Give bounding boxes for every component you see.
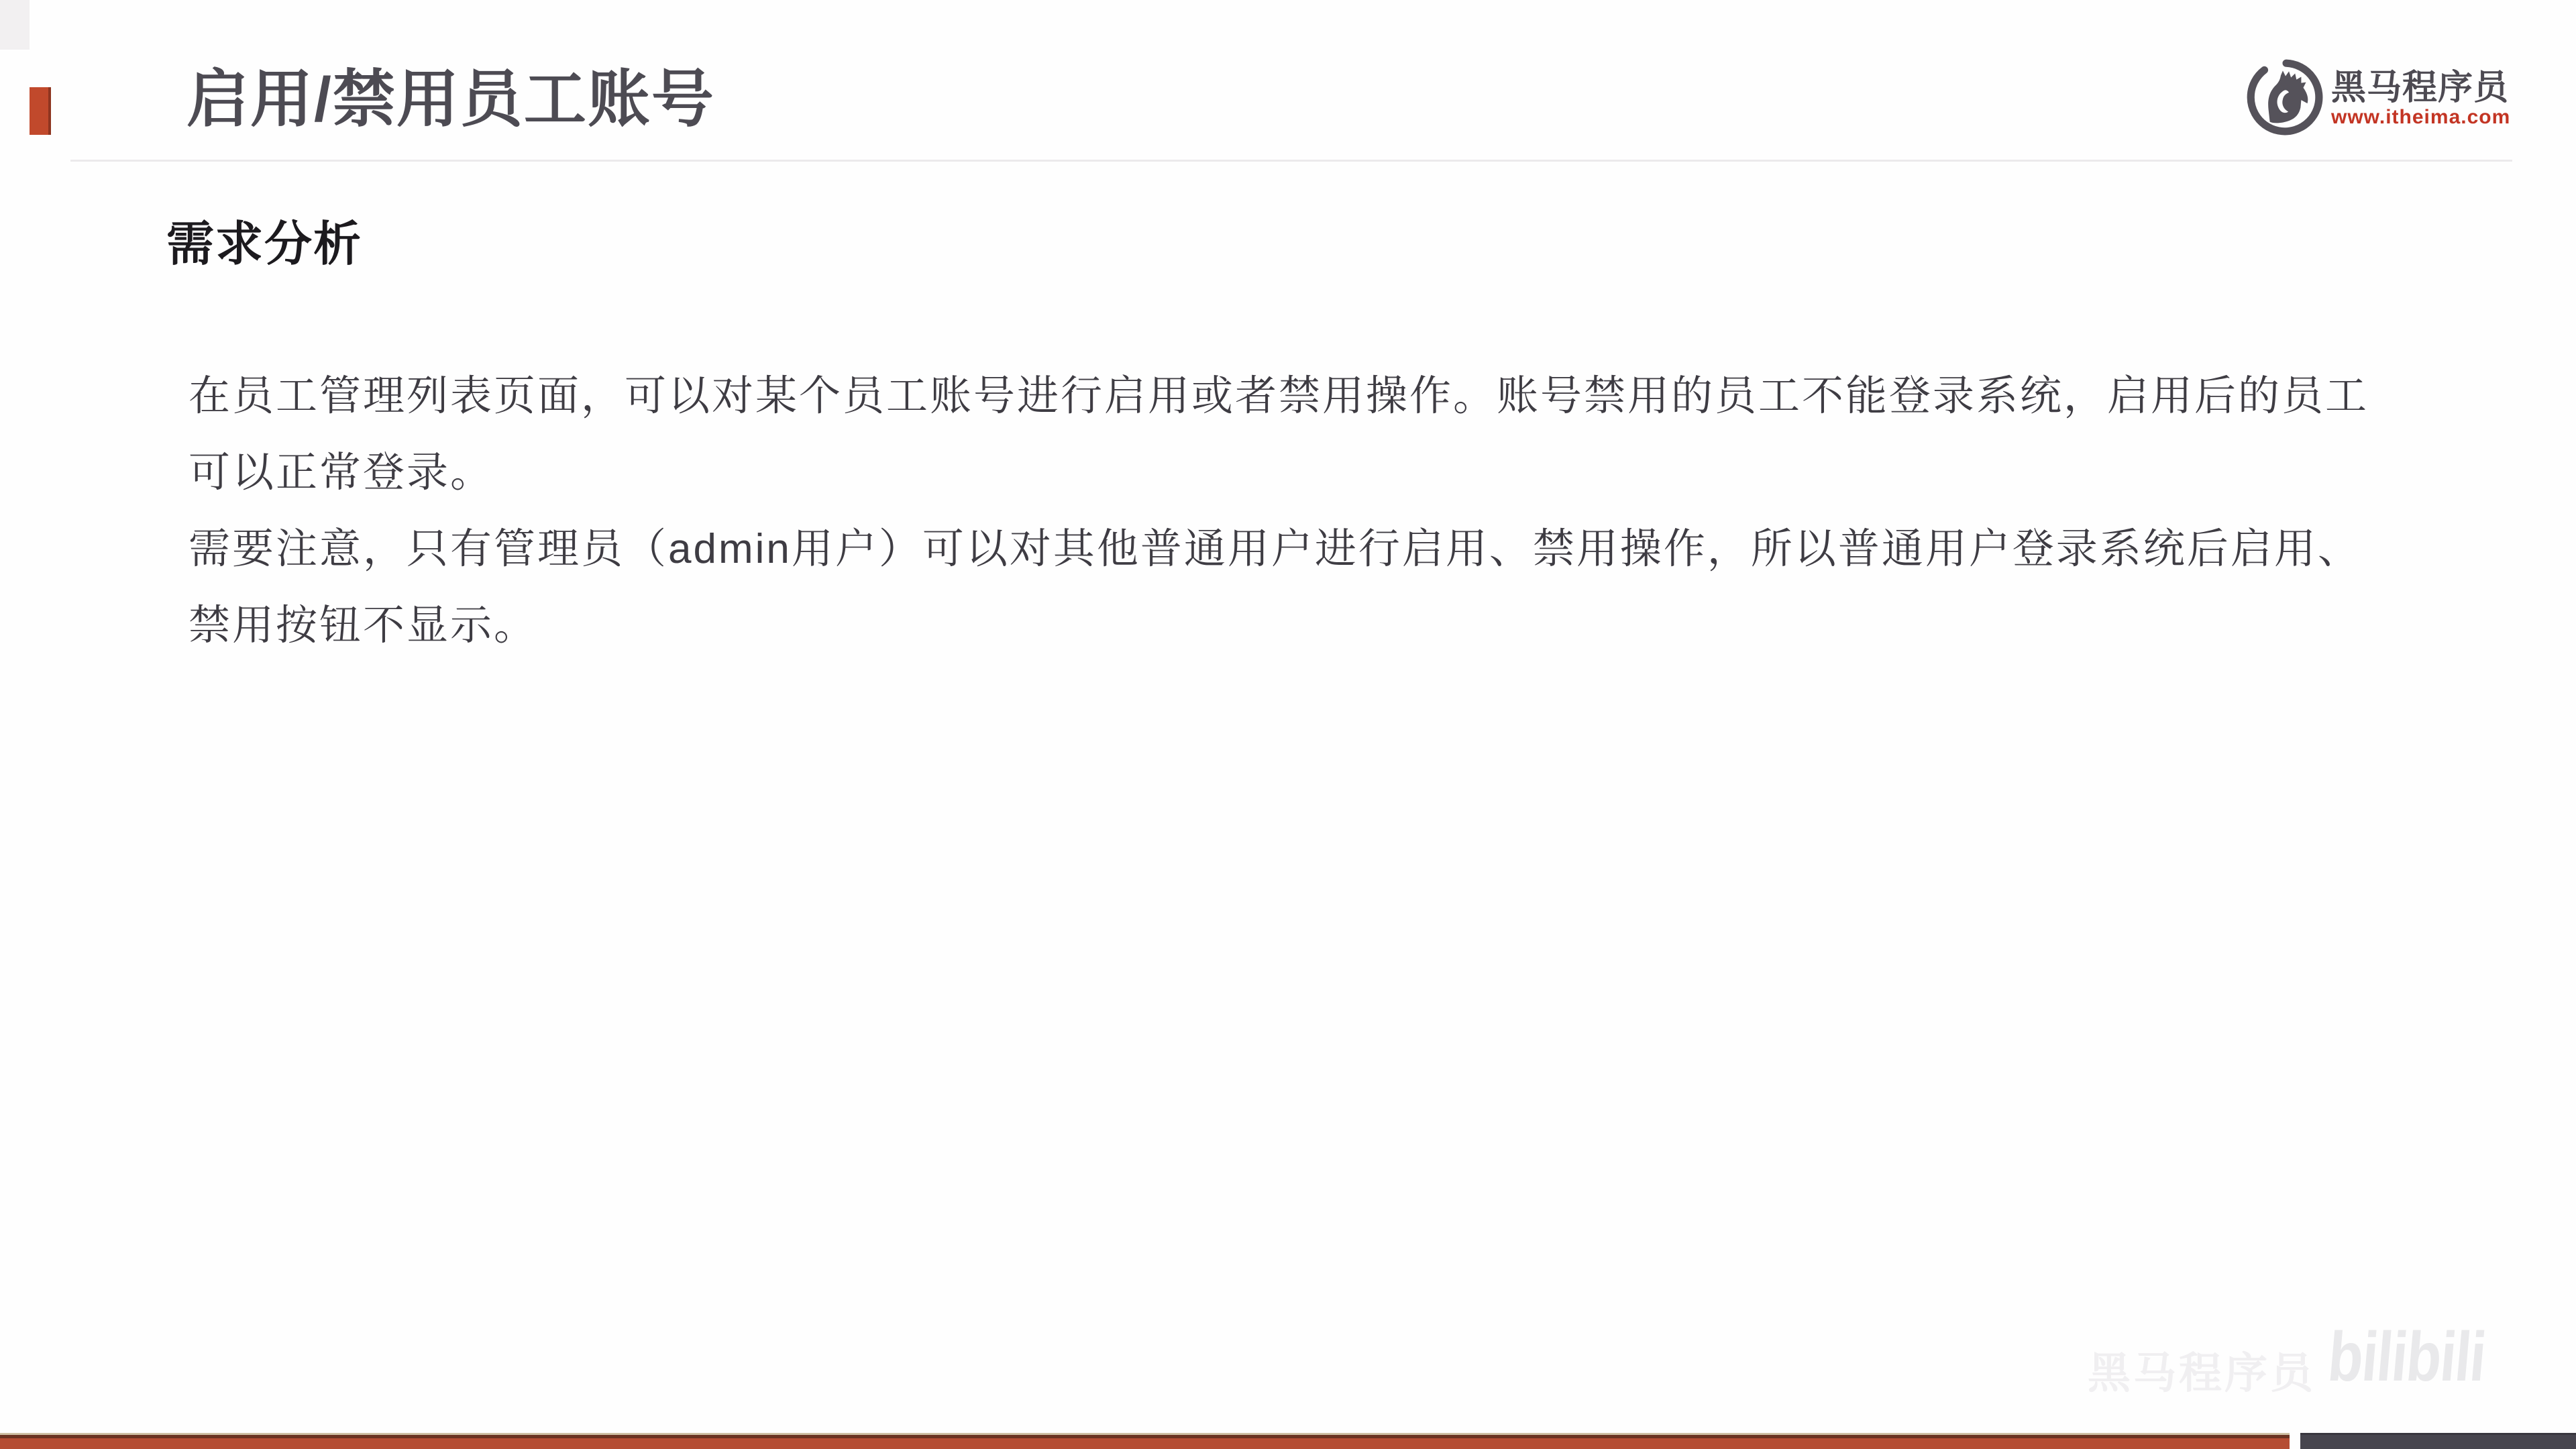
watermark-itheima: 黑马程序员 <box>2088 1349 2316 1397</box>
footer-dark-bar <box>2300 1433 2576 1449</box>
title-accent-bar <box>30 87 51 135</box>
footer-red-bar <box>0 1433 2290 1449</box>
section-heading: 需求分析 <box>166 218 363 271</box>
horse-logo-icon <box>2244 55 2326 137</box>
body-line: 在员工管理列表页面，可以对某个员工账号进行启用或者禁用操作。账号禁用的员工不能登录系统，启用后的员工 <box>189 373 2369 419</box>
page-title: 启用/禁用员工账号 <box>186 64 715 134</box>
logo-url: www.itheima.com <box>2331 106 2511 128</box>
bilibili-watermark: bilibili <box>2324 1318 2489 1396</box>
itheima-logo <box>2244 55 2526 142</box>
logo-name: 黑马程序员 <box>2331 68 2510 107</box>
body-line: 需要注意，只有管理员（admin用户）可以对其他普通用户进行启用、禁用操作，所以普通用户登录系统后启用、 <box>189 526 2361 572</box>
footer-red-fill <box>0 1438 2290 1449</box>
title-divider <box>70 160 2512 162</box>
body-line: 可以正常登录。 <box>189 449 494 496</box>
title-accent-strip <box>0 0 30 50</box>
body-text <box>189 358 2483 664</box>
logo-text-block <box>2331 55 2510 129</box>
body-line: 禁用按钮不显示。 <box>189 602 538 649</box>
